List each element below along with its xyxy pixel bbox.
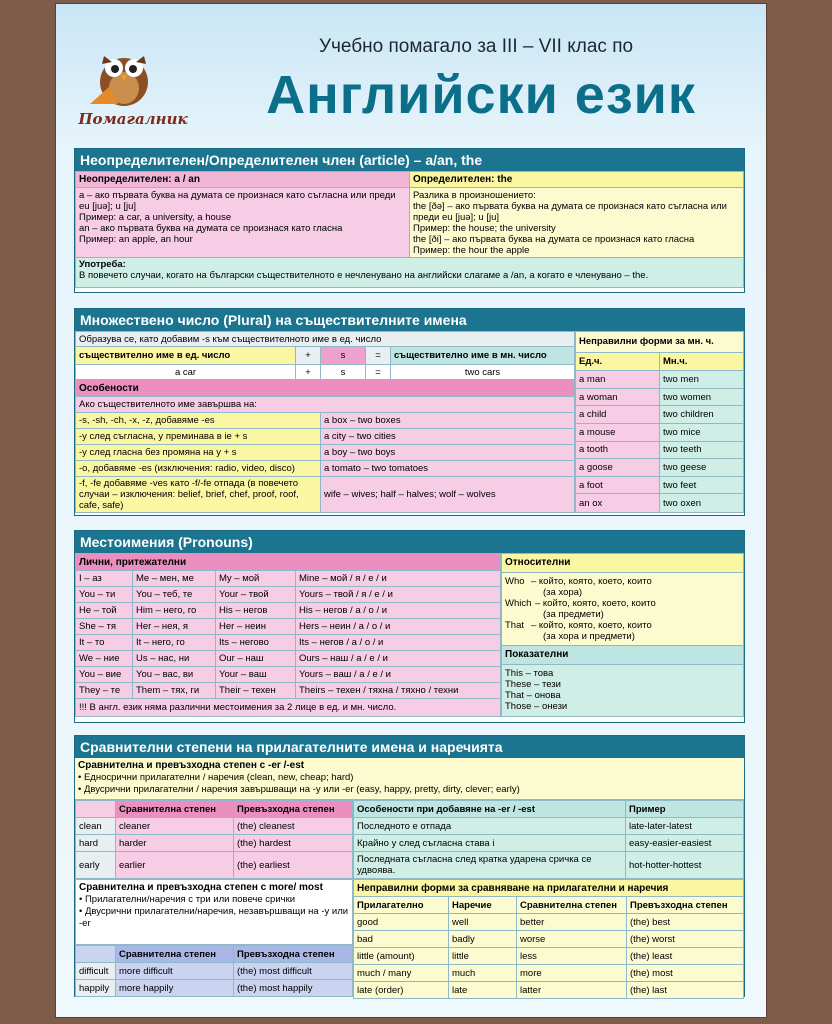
indefinite-line: a – ако първата буква на думата се произнася като съгласна или преди eu [juə]; u [ju]: [79, 190, 396, 212]
base-form: hard: [76, 835, 116, 852]
example-head: Пример: [626, 801, 744, 818]
rule-example: a box – two boxes: [321, 413, 575, 429]
short-bullet: • Двусрични прилагателни / наречия завършващи на -y или -er (easy, happy, pretty, dirty, clever; early): [78, 784, 520, 795]
rule-text: -f, -fe добавяме -ves като -f/-fe отпада (в повечето случаи – изключения: belief, brief, chef, proof, roof, cafe, safe): [76, 477, 321, 513]
definite-line: the [ðə] – ако първата буква на думата се произнася като съгласна или преди eu [juə]; u [ju]: [413, 201, 727, 223]
irregular-plural: two women: [660, 388, 744, 406]
object-pronoun: Him – него, го: [133, 603, 216, 619]
pronouns-body: [75, 553, 744, 717]
plural-title: Множествено число (Plural) на съществителните имена: [75, 309, 744, 331]
example-s: s: [321, 365, 366, 380]
possessive-pronoun: Mine – мой / я / е / и: [296, 571, 501, 587]
col-adverb: Наречие: [449, 897, 517, 914]
example-plural: two cars: [391, 365, 575, 380]
possessive-adjective: Your – ваш: [216, 667, 296, 683]
possessive-pronoun: His – негов / а / о / и: [296, 603, 501, 619]
irregular-singular: a man: [576, 371, 660, 389]
possessive-adjective: My – мой: [216, 571, 296, 587]
comparative-form: harder: [116, 835, 234, 852]
possessive-pronoun: Theirs – техен / тяхна / тяхно / техни: [296, 683, 501, 699]
indefinite-rules: [76, 188, 410, 258]
spelling-example: easy-easier-easiest: [626, 835, 744, 852]
subject-pronoun: She – тя: [76, 619, 133, 635]
example-equals: =: [366, 365, 391, 380]
adverb: badly: [449, 931, 517, 948]
indefinite-line: an – ако първата буква на думата се произнася като гласна: [79, 223, 343, 234]
short-bullet: • Едносрични прилагателни / наречия (clean, new, cheap; hard): [78, 772, 354, 783]
comparative-form: more happily: [116, 980, 234, 997]
short-rules: [75, 758, 744, 800]
plural-main-table: [75, 331, 575, 513]
adjective: good: [354, 914, 449, 931]
rule-example: a city – two cities: [321, 429, 575, 445]
irregular-col: Мн.ч.: [660, 352, 744, 371]
example-singular: a car: [76, 365, 296, 380]
relative-item: [505, 620, 740, 631]
object-pronoun: Them – тях, ги: [133, 683, 216, 699]
irregular-singular: a goose: [576, 459, 660, 477]
formula-s: s: [321, 347, 366, 365]
possessive-pronoun: Ours – наш / а / е / и: [296, 651, 501, 667]
usage-head: Употреба:: [79, 259, 126, 270]
relative-desc: – който, която, което, които: [535, 597, 656, 609]
irregular-singular: a woman: [576, 388, 660, 406]
relative-note: (за предмети): [543, 608, 604, 620]
rule-text: -s, -sh, -ch, -x, -z, добавяме -es: [76, 413, 321, 429]
subject-pronoun: I – аз: [76, 571, 133, 587]
col-superlative: Превъзходна степен: [234, 801, 353, 818]
object-pronoun: You – теб, те: [133, 587, 216, 603]
spelling-example: late-later-latest: [626, 818, 744, 835]
col-superlative: Превъзходна степен: [234, 946, 353, 963]
demonstrative-item: This – това: [505, 667, 554, 679]
comparison-section: [74, 735, 745, 997]
relative-word: Which: [505, 597, 532, 609]
relative-word: Who: [505, 575, 525, 587]
definite-line: Пример: the hour the apple: [413, 245, 530, 256]
possessive-adjective: Its – негово: [216, 635, 296, 651]
owl-icon: [88, 42, 160, 108]
irregular-comparison-table: [353, 879, 744, 999]
rule-example: a tomato – two tomatoes: [321, 461, 575, 477]
rule-text: -y след гласна без промяна на y + s: [76, 445, 321, 461]
features-intro: Ако съществителното име завършва на:: [76, 397, 575, 413]
possessive-adjective: Their – техен: [216, 683, 296, 699]
long-head: Сравнителна и превъзходна степен с more/ most: [79, 882, 323, 893]
formula-equals: =: [366, 347, 391, 365]
relative-list: [502, 572, 744, 645]
rule-example: wife – wives; half – halves; wolf – wolves: [321, 477, 575, 513]
demonstrative-item: These – тези: [505, 678, 561, 690]
formula-plural: съществително име в мн. число: [391, 347, 575, 365]
irregular-plural: two children: [660, 406, 744, 424]
comparative-form: cleaner: [116, 818, 234, 835]
adjective: bad: [354, 931, 449, 948]
plural-section: [74, 308, 745, 516]
articles-section: [74, 148, 745, 293]
long-tables: [75, 879, 744, 999]
relative-desc: – който, която, което, които: [531, 575, 652, 587]
indefinite-line: Пример: a car, a university, a house: [79, 212, 232, 223]
irregular-plural: two oxen: [660, 494, 744, 513]
long-forms-table: [75, 945, 353, 997]
plural-intro: Образува се, като добавим -s към съществителното име в ед. число: [76, 332, 575, 347]
superlative: (the) best: [627, 914, 744, 931]
logo: [78, 32, 188, 132]
long-bullet: • Прилагателни/наречия с три или повече срички: [79, 894, 296, 905]
comparative: latter: [517, 982, 627, 999]
spelling-rule: Крайно y след съгласна става i: [354, 835, 626, 852]
subject-pronoun: It – то: [76, 635, 133, 651]
possessive-pronoun: Hers – неин / а / о / и: [296, 619, 501, 635]
adjective: late (order): [354, 982, 449, 999]
definite-line: Разлика в произношението:: [413, 190, 536, 201]
object-pronoun: Us – нас, ни: [133, 651, 216, 667]
plural-body: [75, 331, 744, 513]
superlative: (the) most: [627, 965, 744, 982]
relative-note: (за хора): [543, 586, 583, 598]
col-superlative: Превъзходна степен: [627, 897, 744, 914]
possessive-adjective: Your – твой: [216, 587, 296, 603]
personal-head: Лични, притежателни: [76, 554, 501, 571]
definite-line: Пример: the house; the university: [413, 223, 556, 234]
irregular-singular: an ox: [576, 494, 660, 513]
subject-pronoun: He – той: [76, 603, 133, 619]
relative-word: That: [505, 619, 525, 631]
superlative-form: (the) earliest: [234, 852, 353, 879]
adjective: much / many: [354, 965, 449, 982]
comparative: worse: [517, 931, 627, 948]
irregular-plural: two geese: [660, 459, 744, 477]
subject-pronoun: You – вие: [76, 667, 133, 683]
features-head: Особености: [76, 380, 575, 397]
relative-item: [505, 598, 740, 609]
long-rules: [75, 879, 353, 945]
superlative-form: (the) most happily: [234, 980, 353, 997]
short-forms-table: [75, 800, 353, 879]
adverb: little: [449, 948, 517, 965]
superlative: (the) worst: [627, 931, 744, 948]
adverb: much: [449, 965, 517, 982]
possessive-pronoun: Yours – ваш / а / е / и: [296, 667, 501, 683]
superlative-form: (the) most difficult: [234, 963, 353, 980]
long-block: [75, 879, 353, 999]
poster-title: Английски език: [266, 65, 696, 125]
demonstrative-list: [502, 664, 744, 716]
irregular-head: Неправилни форми за мн. ч.: [576, 332, 744, 353]
indefinite-head: Неопределителен: a / an: [76, 172, 410, 188]
irregular-plural: two mice: [660, 424, 744, 442]
object-pronoun: Me – мен, ме: [133, 571, 216, 587]
articles-table: [75, 171, 744, 288]
object-pronoun: You – вас, ви: [133, 667, 216, 683]
object-pronoun: It – него, го: [133, 635, 216, 651]
adjective: little (amount): [354, 948, 449, 965]
col-comparative: Сравнителна степен: [517, 897, 627, 914]
comparative: less: [517, 948, 627, 965]
superlative-form: (the) hardest: [234, 835, 353, 852]
articles-usage: [76, 258, 744, 288]
demonstrative-head: Показателни: [502, 645, 744, 664]
irregular-singular: a foot: [576, 476, 660, 494]
base-form: early: [76, 852, 116, 879]
relative-item: [505, 576, 740, 587]
spelling-head: Особености при добавяне на -er / -est: [354, 801, 626, 818]
irregular-col: Ед.ч.: [576, 352, 660, 371]
comparative: better: [517, 914, 627, 931]
definite-rules: [410, 188, 744, 258]
spelling-rule: Последната съгласна след кратка ударена сричка се удвоява.: [354, 852, 626, 879]
subject-pronoun: You – ти: [76, 587, 133, 603]
adverb: well: [449, 914, 517, 931]
rule-text: -o, добавяме -es (изключения: radio, video, disco): [76, 461, 321, 477]
possessive-adjective: Our – наш: [216, 651, 296, 667]
irregular-singular: a tooth: [576, 441, 660, 459]
superlative: (the) last: [627, 982, 744, 999]
usage-text: В повечето случаи, когато на български съществителното е нечленувано на английски слагаме a /an, а когато е членувано – the.: [79, 270, 649, 281]
spelling-example: hot-hotter-hottest: [626, 852, 744, 879]
possessive-adjective: Her – неин: [216, 619, 296, 635]
short-tables: [75, 800, 744, 879]
pronouns-section: [74, 530, 745, 723]
irregular-plural: two men: [660, 371, 744, 389]
irregular-plural: two teeth: [660, 441, 744, 459]
comparative-form: more difficult: [116, 963, 234, 980]
poster: [55, 3, 767, 1018]
formula-plus: +: [296, 347, 321, 365]
poster-subtitle: Учебно помагало за III – VII клас по: [318, 36, 634, 57]
subject-pronoun: We – ние: [76, 651, 133, 667]
comparison-title: Сравнителни степени на прилагателните имена и наречията: [75, 736, 744, 758]
relative-demonstrative-table: [501, 553, 744, 717]
possessive-pronoun: Yours – твой / я / е / и: [296, 587, 501, 603]
col-adjective: Прилагателно: [354, 897, 449, 914]
base-form: happily: [76, 980, 116, 997]
short-head: Сравнителна и превъзходна степен с -er /-est: [78, 760, 305, 771]
irregular-comparison-head: Неправилни форми за сравняване на прилагателни и наречия: [354, 880, 744, 897]
spelling-rule: Последното e отпада: [354, 818, 626, 835]
adverb: late: [449, 982, 517, 999]
relative-desc: – който, която, което, които: [531, 619, 652, 631]
possessive-adjective: His – негов: [216, 603, 296, 619]
example-plus: +: [296, 365, 321, 380]
base-form: difficult: [76, 963, 116, 980]
col-comparative: Сравнителна степен: [116, 801, 234, 818]
rule-text: -y след съгласна, y преминава в ie + s: [76, 429, 321, 445]
personal-pronouns-table: [75, 553, 501, 717]
col-comparative: Сравнителна степен: [116, 946, 234, 963]
possessive-pronoun: Its – негов / а / о / и: [296, 635, 501, 651]
base-form: clean: [76, 818, 116, 835]
superlative: (the) least: [627, 948, 744, 965]
spelling-table: [353, 800, 744, 879]
superlative-form: (the) cleanest: [234, 818, 353, 835]
relative-head: Относителни: [502, 554, 744, 573]
irregular-singular: a child: [576, 406, 660, 424]
rule-example: a boy – two boys: [321, 445, 575, 461]
irregular-singular: a mouse: [576, 424, 660, 442]
definite-line: the [ði] – ако първата буква на думата се произнася като гласна: [413, 234, 695, 245]
demonstrative-item: That – онова: [505, 689, 561, 701]
demonstrative-item: Those – онези: [505, 700, 568, 712]
definite-head: Определителен: the: [410, 172, 744, 188]
logo-text: Помагалник: [78, 110, 188, 128]
formula-singular: съществително име в ед. число: [76, 347, 296, 365]
plural-irregular-table: [575, 331, 744, 513]
subject-pronoun: They – те: [76, 683, 133, 699]
articles-title: Неопределителен/Определителен член (article) – a/an, the: [75, 149, 744, 171]
comparative-form: earlier: [116, 852, 234, 879]
object-pronoun: Her – нея, я: [133, 619, 216, 635]
irregular-plural: two feet: [660, 476, 744, 494]
indefinite-line: Пример: an apple, an hour: [79, 234, 193, 245]
pronouns-note: !!! В англ. език няма различни местоимения за 2 лице в ед. и мн. число.: [76, 699, 501, 717]
comparative: more: [517, 965, 627, 982]
long-bullet: • Двусрични прилагателни/наречия, незавършващи на -y или -er: [79, 906, 349, 929]
pronouns-title: Местоимения (Pronouns): [75, 531, 744, 553]
relative-note: (за хора и предмети): [543, 630, 635, 642]
